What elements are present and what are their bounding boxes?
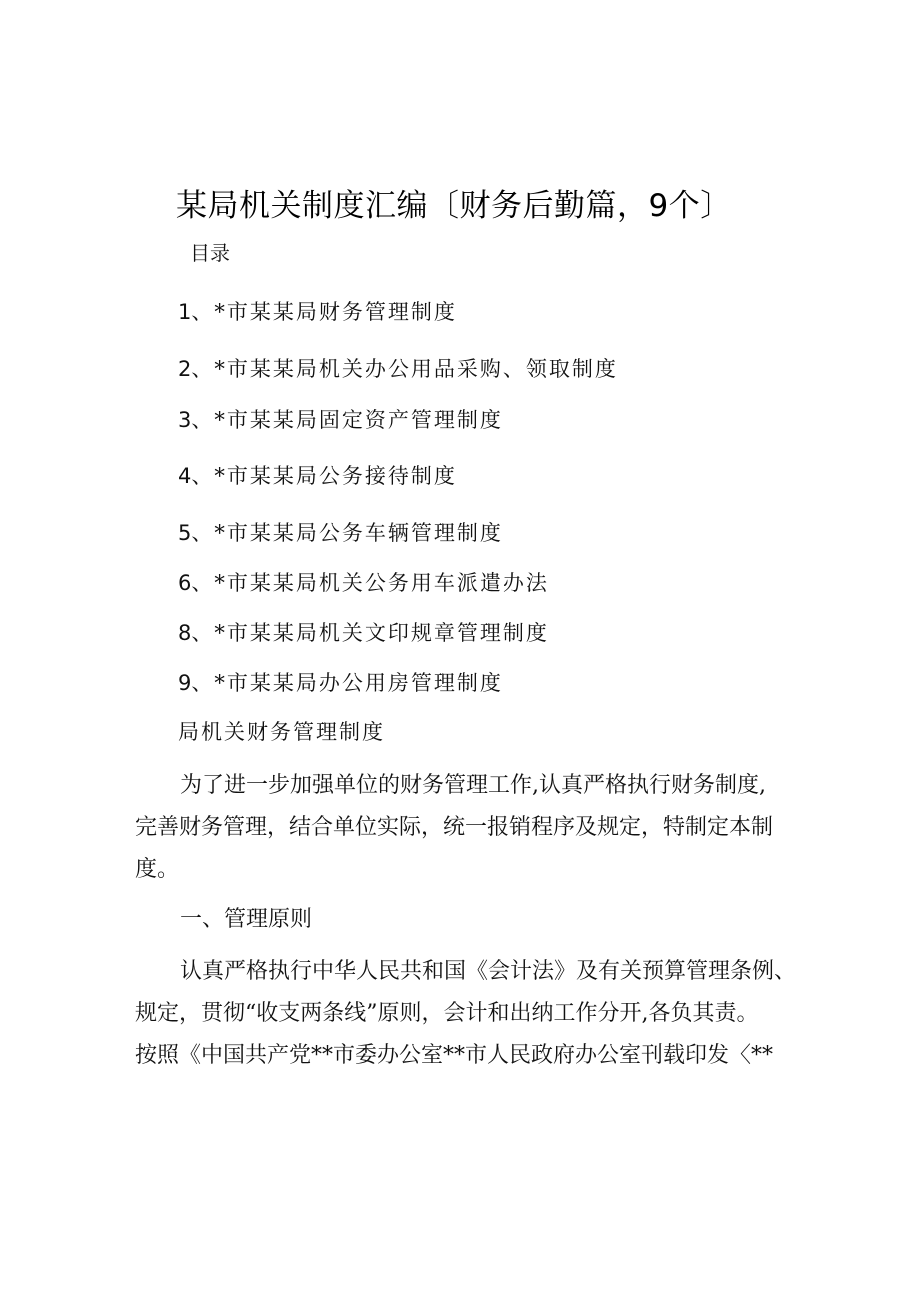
toc-item-text: *市某某局固定资产管理制度 [214, 408, 503, 432]
toc-item-number: 5、 [178, 521, 213, 545]
document-title: 某局机关制度汇编〔财务后勤篇，9个〕 [176, 188, 732, 224]
body-line: 为了进一步加强单位的财务管理工作,认真严格执行财务制度, [180, 773, 766, 798]
toc-item [178, 667, 503, 697]
section-title: 局机关财务管理制度 [178, 720, 385, 744]
section-heading: 一、管理原则 [180, 907, 313, 932]
toc-item-number: 4、 [178, 464, 213, 488]
toc-item-text: *市某某局机关办公用品采购、领取制度 [214, 357, 618, 381]
toc-item [178, 296, 457, 326]
toc-item-number: 9、 [178, 671, 213, 695]
body-line: 按照《中国共产党**市委办公室**市人民政府办公室刊载印发〈** [135, 1043, 774, 1068]
toc-item [178, 353, 618, 383]
toc-item-text: *市某某局机关文印规章管理制度 [214, 621, 549, 645]
toc-item [178, 517, 503, 547]
toc-item-text: *市某某局机关公务用车派遣办法 [214, 571, 549, 595]
toc-item [178, 404, 503, 434]
toc-item [178, 460, 457, 490]
toc-item-number: 2、 [178, 357, 213, 381]
body-line: 完善财务管理，结合单位实际，统一报销程序及规定，特制定本制 [135, 815, 774, 840]
toc-item [178, 617, 549, 647]
toc-item-number: 3、 [178, 408, 213, 432]
toc-item-text: *市某某局公务车辆管理制度 [214, 521, 503, 545]
body-line: 认真严格执行中华人民共和国《会计法》及有关预算管理条例、 [180, 959, 797, 984]
toc-item-number: 6、 [178, 571, 213, 595]
toc-item-text: *市某某局公务接待制度 [214, 464, 457, 488]
body-line: 规定，贯彻“收支两条线”原则，会计和出纳工作分开,各负其责。 [135, 1001, 759, 1026]
toc-item-text: *市某某局财务管理制度 [214, 300, 457, 324]
toc-item [178, 567, 549, 597]
toc-item-number: 1、 [178, 300, 213, 324]
toc-item-number: 8、 [178, 621, 213, 645]
toc-item-text: *市某某局办公用房管理制度 [214, 671, 503, 695]
body-line: 度。 [135, 857, 180, 882]
toc-label: 目录 [190, 241, 230, 265]
